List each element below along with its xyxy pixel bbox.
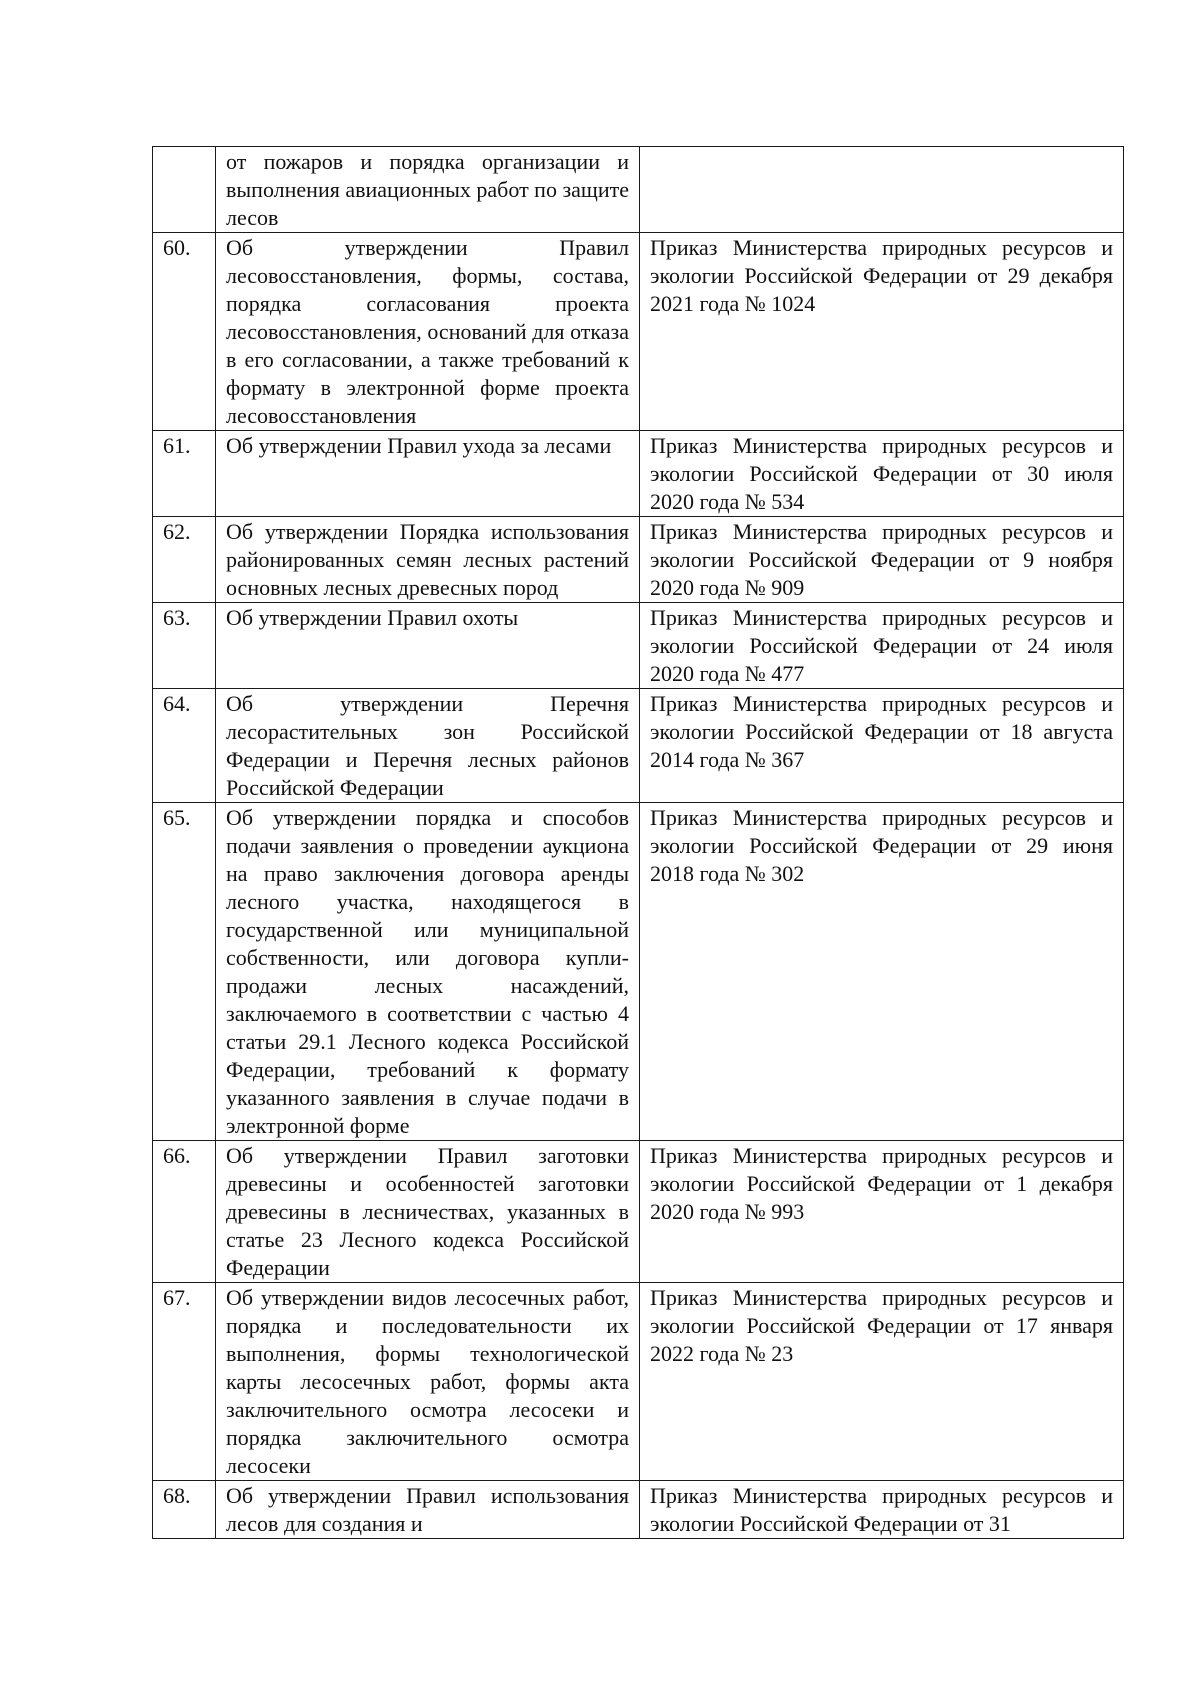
row-number: 63. xyxy=(153,603,216,689)
table-row xyxy=(153,1481,1124,1539)
document-source: Приказ Министерства природных ресурсов и экологии Российской Федерации от 30 июля 2020 года № 534 xyxy=(640,431,1124,517)
document-title: Об утверждении Правил лесовосстановления, формы, состава, порядка согласования проекта лесовосстановления, оснований для отказа в его согласовании, а также требований к формату в электронной форме проекта лесовосстановления xyxy=(216,233,640,431)
row-number xyxy=(153,147,216,233)
table-row xyxy=(153,233,1124,431)
document-title: Об утверждении Правил заготовки древесины и особенностей заготовки древесины в лесничествах, указанных в статье 23 Лесного кодекса Российской Федерации xyxy=(216,1141,640,1283)
row-number: 67. xyxy=(153,1283,216,1481)
document-source: Приказ Министерства природных ресурсов и экологии Российской Федерации от 18 августа 2014 года № 367 xyxy=(640,689,1124,803)
document-title: Об утверждении Правил ухода за лесами xyxy=(216,431,640,517)
document-title: Об утверждении Перечня лесорастительных зон Российской Федерации и Перечня лесных районов Российской Федерации xyxy=(216,689,640,803)
document-title: Об утверждении Правил охоты xyxy=(216,603,640,689)
row-number: 66. xyxy=(153,1141,216,1283)
document-title: Об утверждении Правил использования лесов для создания и xyxy=(216,1481,640,1539)
document-source: Приказ Министерства природных ресурсов и экологии Российской Федерации от 29 июня 2018 года № 302 xyxy=(640,803,1124,1141)
regulations-table xyxy=(152,146,1124,1539)
table-row xyxy=(153,689,1124,803)
document-source: Приказ Министерства природных ресурсов и экологии Российской Федерации от 31 xyxy=(640,1481,1124,1539)
table-row xyxy=(153,603,1124,689)
row-number: 61. xyxy=(153,431,216,517)
table-row xyxy=(153,517,1124,603)
table-row xyxy=(153,431,1124,517)
document-source xyxy=(640,147,1124,233)
document-title: Об утверждении Порядка использования районированных семян лесных растений основных лесных древесных пород xyxy=(216,517,640,603)
document-title: Об утверждении видов лесосечных работ, порядка и последовательности их выполнения, формы технологической карты лесосечных работ, формы акта заключительного осмотра лесосеки и порядка заключительного осмотра лесосеки xyxy=(216,1283,640,1481)
row-number: 68. xyxy=(153,1481,216,1539)
document-title: от пожаров и порядка организации и выполнения авиационных работ по защите лесов xyxy=(216,147,640,233)
row-number: 65. xyxy=(153,803,216,1141)
document-source: Приказ Министерства природных ресурсов и экологии Российской Федерации от 1 декабря 2020 года № 993 xyxy=(640,1141,1124,1283)
table-row xyxy=(153,803,1124,1141)
document-source: Приказ Министерства природных ресурсов и экологии Российской Федерации от 24 июля 2020 года № 477 xyxy=(640,603,1124,689)
row-number: 60. xyxy=(153,233,216,431)
document-source: Приказ Министерства природных ресурсов и экологии Российской Федерации от 17 января 2022 года № 23 xyxy=(640,1283,1124,1481)
document-title: Об утверждении порядка и способов подачи заявления о проведении аукциона на право заключения договора аренды лесного участка, находящегося в государственной или муниципальной собственности, или договора купли-продажи лесных насаждений, заключаемого в соответствии с частью 4 статьи 29.1 Лесного кодекса Российской Федерации, требований к формату указанного заявления в случае подачи в электронной форме xyxy=(216,803,640,1141)
table-row xyxy=(153,1141,1124,1283)
document-source: Приказ Министерства природных ресурсов и экологии Российской Федерации от 9 ноября 2020 года № 909 xyxy=(640,517,1124,603)
table-row xyxy=(153,1283,1124,1481)
table-row xyxy=(153,147,1124,233)
row-number: 62. xyxy=(153,517,216,603)
row-number: 64. xyxy=(153,689,216,803)
document-source: Приказ Министерства природных ресурсов и экологии Российской Федерации от 29 декабря 2021 года № 1024 xyxy=(640,233,1124,431)
